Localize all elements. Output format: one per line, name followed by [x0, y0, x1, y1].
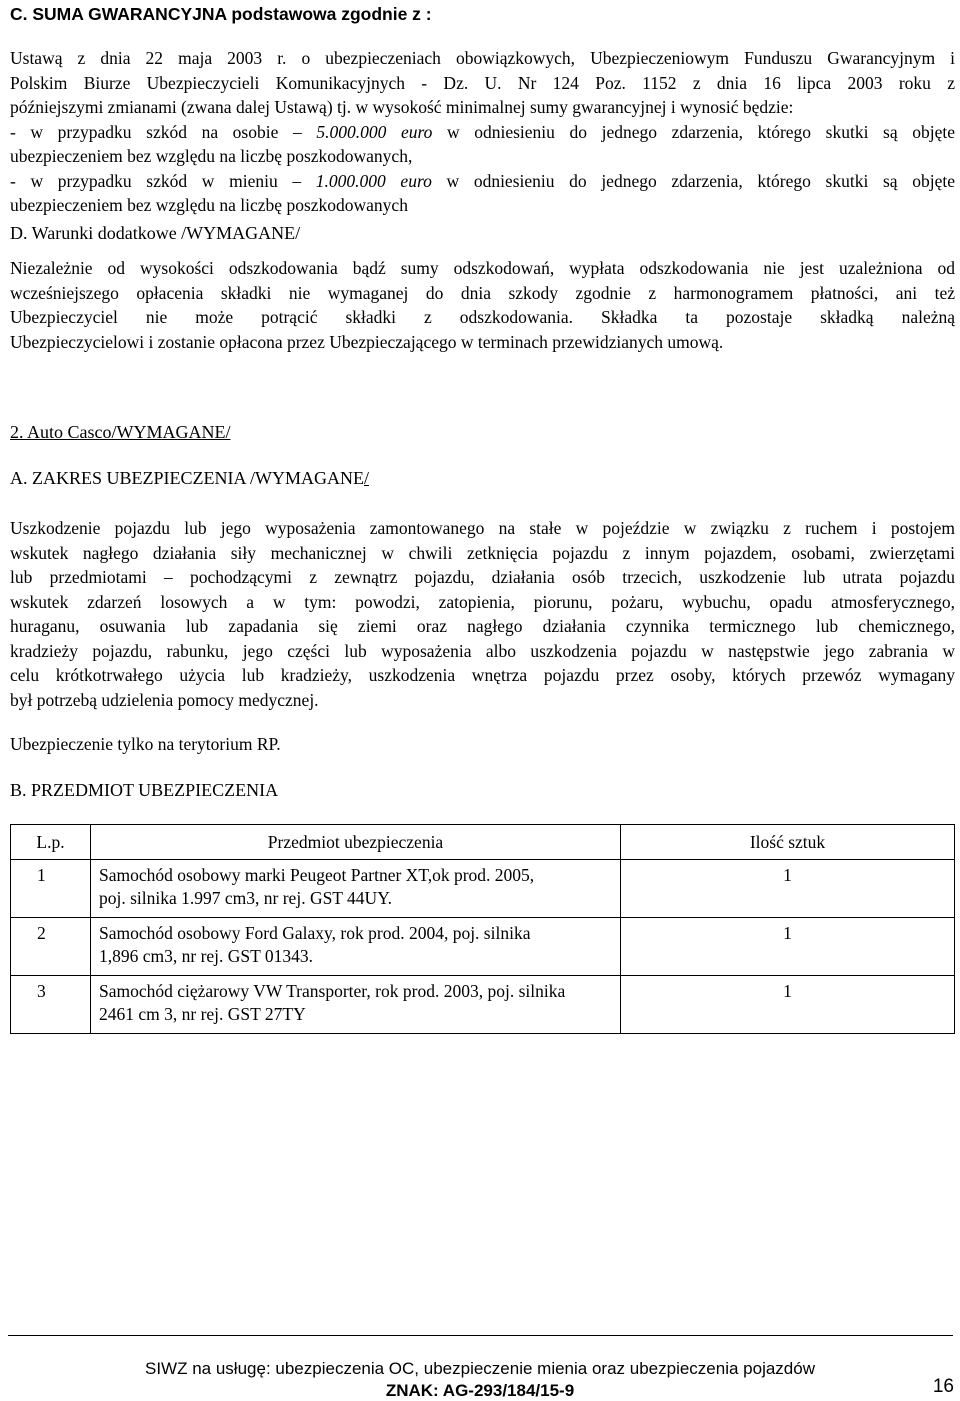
row-subject: Samochód ciężarowy VW Transporter, rok prod. 2003, poj. silnika 2461 cm 3, nr rej. GST 27TY	[91, 976, 621, 1034]
footer-title: SIWZ na usługę: ubezpieczenia OC, ubezpieczenie mienia oraz ubezpieczenia pojazdów	[145, 1359, 815, 1378]
section-d-line-2: wcześniejszego opłacenia składki nie wymaganej do dnia szkody zgodnie z harmonogramem płatności, ani też	[10, 282, 955, 303]
insured-items-table	[10, 824, 955, 1034]
table-row	[11, 918, 955, 976]
section-d-heading: D. Warunki dodatkowe /WYMAGANE/	[10, 223, 301, 243]
amount-property: – 1.000.000 euro	[292, 170, 432, 191]
row-lp: 1	[11, 860, 91, 918]
section-c-item-2: - w przypadku szkód w mieniu – 1.000.000 euro w odniesieniu do jednego zdarzenia, którego skutki są objęte	[10, 170, 955, 191]
table-row	[11, 976, 955, 1034]
section-c-line-3: późniejszymi zmianami (zwana dalej Ustawą) tj. w wysokość minimalnej sumy gwarancyjnej i wynosić będzie:	[10, 97, 794, 117]
row-subject: Samochód osobowy Ford Galaxy, rok prod. 2004, poj. silnika 1,896 cm3, nr rej. GST 01343.	[91, 918, 621, 976]
section-d-line-4: Ubezpieczycielowi i zostanie opłacona przez Ubezpieczającego w terminach przewidzianych umową.	[10, 331, 724, 352]
section-a-line-5: huraganu, osuwania lub zapadania się ziemi oraz nagłego działania czynnika termicznego lub chemicznego,	[10, 616, 955, 636]
footer-divider	[8, 1335, 953, 1336]
row-lp: 3	[11, 976, 91, 1034]
column-header-subject: Przedmiot ubezpieczenia	[91, 825, 621, 860]
row-subject: Samochód osobowy marki Peugeot Partner XT,ok prod. 2005, poj. silnika 1.997 cm3, nr rej. GST 44UY.	[91, 860, 621, 918]
section-c-item-1-cont: ubezpieczeniem bez względu na liczbę poszkodowanych,	[10, 146, 413, 166]
row-qty: 1	[621, 976, 955, 1034]
table-row	[11, 860, 955, 918]
page-number: 16	[932, 1376, 954, 1397]
section-a-line-1: Uszkodzenie pojazdu lub jego wyposażenia zamontowanego na stałe w pojeździe w związku z ruchem i postojem	[10, 518, 955, 538]
territory-note: Ubezpieczenie tylko na terytorium RP.	[10, 734, 281, 754]
section-a-line-3: lub przedmiotami – pochodzącymi z zewnątrz pojazdu, działania osób trzecich, uszkodzenie lub utrata pojazdu	[10, 567, 955, 587]
section-d-line-3: Ubezpieczyciel nie może potrącić składki z odszkodowania. Składka ta pozostaje składką należną	[10, 307, 955, 327]
section-a-line-6: kradzieży pojazdu, rabunku, jego części lub wyposażenia albo uszkodzenia pojazdu w następstwie jego zabrania w	[10, 640, 955, 661]
table-header-row	[11, 825, 955, 860]
section-c-line-1: Ustawą z dnia 22 maja 2003 r. o ubezpieczeniach obowiązkowych, Ubezpieczeniowym Funduszu Gwarancyjnym i	[10, 48, 955, 68]
footer-reference: ZNAK: AG-293/184/15-9	[385, 1381, 575, 1400]
section-c-heading: C. SUMA GWARANCYJNA podstawowa zgodnie z :	[10, 4, 432, 24]
section-a-line-7: celu krótkotrwałego użycia lub kradzieży, uszkodzenia wnętrza pojazdu przez osoby, których przewóz wymagany	[10, 665, 955, 685]
row-lp: 2	[11, 918, 91, 976]
section-2-heading: 2. Auto Casco/WYMAGANE/	[10, 422, 231, 442]
section-c-item-2-cont: ubezpieczeniem bez względu na liczbę poszkodowanych	[10, 195, 408, 215]
section-d-line-1: Niezależnie od wysokości odszkodowania bądź sumy odszkodowań, wypłata odszkodowania nie jest uzależniona od	[10, 258, 955, 278]
section-a-line-8: był potrzebą udzielenia pomocy medycznej.	[10, 689, 319, 710]
section-a-paragraph	[10, 516, 955, 712]
section-c-line-2: Polskim Biurze Ubezpieczycieli Komunikacyjnych - Dz. U. Nr 124 Poz. 1152 z dnia 16 lipca 2003 roku z	[10, 72, 955, 93]
section-a-line-2: wskutek nagłego działania siły mechanicznej w chwili zetknięcia pojazdu z innym pojazdem, osobami, zwierzętami	[10, 542, 955, 563]
row-qty: 1	[621, 918, 955, 976]
column-header-qty: Ilość sztuk	[621, 825, 955, 860]
row-qty: 1	[621, 860, 955, 918]
section-d-paragraph	[10, 256, 955, 354]
section-a-line-4: wskutek zdarzeń losowych a w tym: powodzi, zatopienia, piorunu, pożaru, wybuchu, opadu atmosferycznego,	[10, 591, 955, 612]
amount-persons: – 5.000.000 euro	[292, 121, 433, 142]
section-c-item-1: - w przypadku szkód na osobie – 5.000.000 euro w odniesieniu do jednego zdarzenia, którego skutki są objęte	[10, 121, 955, 142]
section-a-heading: A. ZAKRES UBEZPIECZENIA /WYMAGANE/	[10, 468, 369, 488]
column-header-lp: L.p.	[11, 825, 91, 860]
section-b-heading: B. PRZEDMIOT UBEZPIECZENIA	[10, 780, 279, 800]
section-c-paragraph	[10, 46, 955, 218]
